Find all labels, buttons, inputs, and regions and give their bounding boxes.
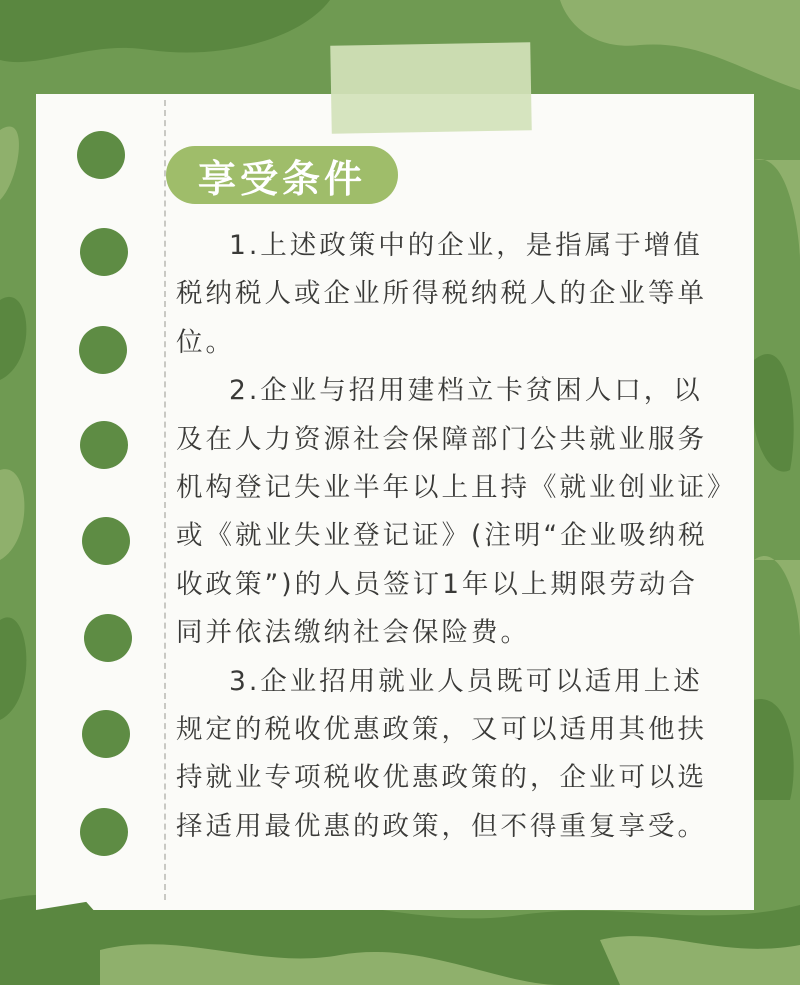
binder-hole (77, 131, 125, 179)
binder-hole (80, 421, 128, 469)
condition-paragraph-3: 3.企业招用就业人员既可以适用上述规定的税收优惠政策，又可以适用其他扶持就业专项税收优惠政策的，企业可以选择适用最优惠的政策，但不得重复享受。 (176, 665, 707, 842)
condition-paragraph-2: 2.企业与招用建档立卡贫困人口，以及在人力资源社会保障部门公共就业服务机构登记失业半年以上且持《就业创业证》或《就业失业登记证》(注明“企业吸纳税收政策”)的人员签订1年以上期限劳动合同并依法缴纳社会保险费。 (176, 375, 724, 649)
binder-hole (82, 710, 130, 758)
title-badge (166, 146, 398, 204)
binder-hole (82, 517, 130, 565)
condition-paragraph-1: 1.上述政策中的企业，是指属于增值税纳税人或企业所得税纳税人的企业等单位。 (176, 230, 707, 358)
binder-hole (80, 808, 128, 856)
margin-line (164, 100, 166, 900)
binder-hole (79, 326, 127, 374)
page-title: 享受条件 (197, 156, 366, 201)
conditions-text (176, 222, 724, 851)
binder-hole (80, 228, 128, 276)
binder-hole (84, 614, 132, 662)
masking-tape (330, 42, 532, 133)
